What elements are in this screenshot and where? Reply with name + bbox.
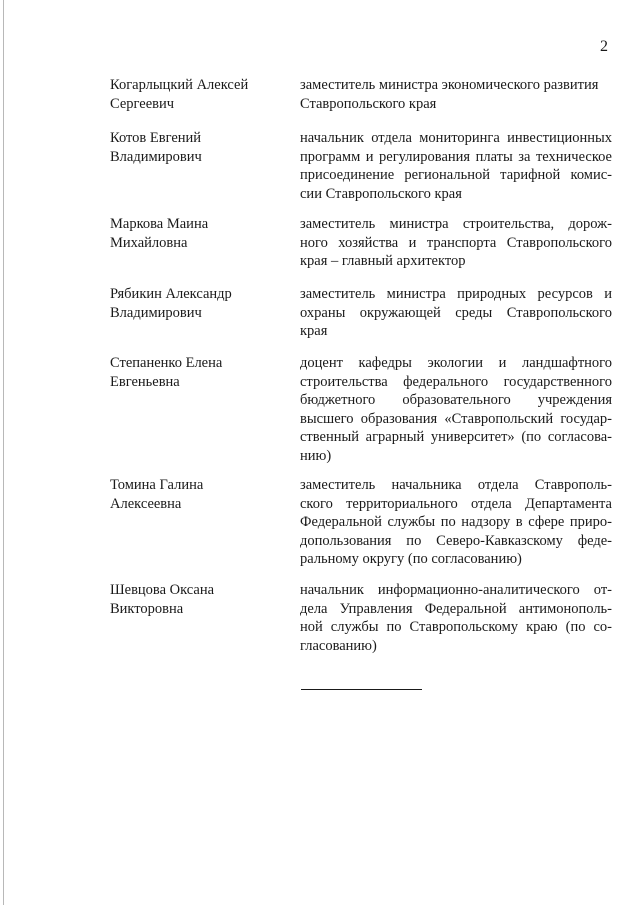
member-name — [110, 76, 280, 113]
member-name-line: Шевцова Оксана — [110, 582, 215, 598]
member-name — [110, 215, 280, 252]
member-name — [110, 476, 280, 513]
member-position-line: ного хозяйства и транспорта Ставропольского — [300, 234, 612, 251]
member-position-line: доцент кафедры экологии и ландшафтного — [300, 355, 612, 371]
member-name-line: Владимирович — [110, 148, 202, 165]
member-name — [110, 581, 280, 618]
member-name-line: Котов Евгений — [110, 130, 202, 146]
member-position — [300, 476, 612, 569]
member-name-line: Евгеньевна — [110, 373, 180, 390]
member-position-line: края — [300, 323, 328, 339]
member-position-line: Ставропольского края — [300, 95, 437, 112]
member-position — [300, 76, 612, 113]
member-name — [110, 354, 280, 391]
member-position-line: ского территориального отдела Департамента — [300, 495, 612, 512]
member-position-line: Федеральной службы по надзору в сфере приро- — [300, 514, 612, 530]
member-name-line: Маркова Маина — [110, 216, 209, 232]
member-position-line: дела Управления Федеральной антимонополь- — [300, 600, 612, 617]
member-name-line: Сергеевич — [110, 95, 175, 112]
scan-margin-line — [3, 0, 4, 905]
member-position-line: края – главный архитектор — [300, 253, 466, 269]
member-name — [110, 129, 280, 166]
member-name-line: Алексеевна — [110, 495, 182, 512]
member-name-line: Томина Галина — [110, 477, 204, 493]
page-number: 2 — [600, 38, 608, 55]
member-position-line: ной службы по Ставропольскому краю (по со- — [300, 619, 612, 635]
member-position-line: допользования по Северо-Кавказскому феде- — [300, 532, 612, 549]
member-position-line: присоединение региональной тарифной комис- — [300, 167, 612, 183]
member-name-line: Викторовна — [110, 600, 184, 617]
member-position-line: сии Ставропольского края — [300, 185, 462, 202]
member-name-line: Когарлыцкий Алексей — [110, 77, 249, 93]
member-position — [300, 581, 612, 655]
member-position-line: заместитель министра строительства, дорож- — [300, 216, 612, 232]
member-position-line: бюджетного образовательного учреждения — [300, 392, 612, 408]
member-position — [300, 285, 612, 341]
member-name — [110, 285, 280, 322]
member-name-line: Степаненко Елена — [110, 355, 223, 371]
member-name-line: Михайловна — [110, 234, 188, 251]
member-position-line: начальник информационно-аналитического от- — [300, 582, 612, 598]
member-position-line: гласованию) — [300, 637, 377, 654]
member-position-line: заместитель начальника отдела Ставрополь- — [300, 477, 612, 493]
member-position-line: нию) — [300, 447, 332, 464]
member-position-line: ственный аграрный университет» (по согласова- — [300, 429, 612, 445]
member-position-line: программ и регулирования платы за техническое — [300, 148, 612, 165]
member-position — [300, 129, 612, 203]
member-position — [300, 354, 612, 465]
member-position-line: охраны окружающей среды Ставропольского — [300, 304, 612, 321]
member-name-line: Рябикин Александр — [110, 286, 232, 302]
member-position-line: ральному округу (по согласованию) — [300, 551, 522, 567]
member-position-line: заместитель министра природных ресурсов и — [300, 286, 612, 302]
closing-divider — [301, 689, 422, 690]
member-position — [300, 215, 612, 271]
member-position-line: начальник отдела мониторинга инвестиционных — [300, 130, 612, 146]
member-name-line: Владимирович — [110, 304, 202, 321]
member-position-line: строительства федерального государственного — [300, 373, 612, 390]
member-position-line: заместитель министра экономического развития — [300, 77, 599, 93]
member-position-line: высшего образования «Ставропольский государ- — [300, 410, 612, 427]
